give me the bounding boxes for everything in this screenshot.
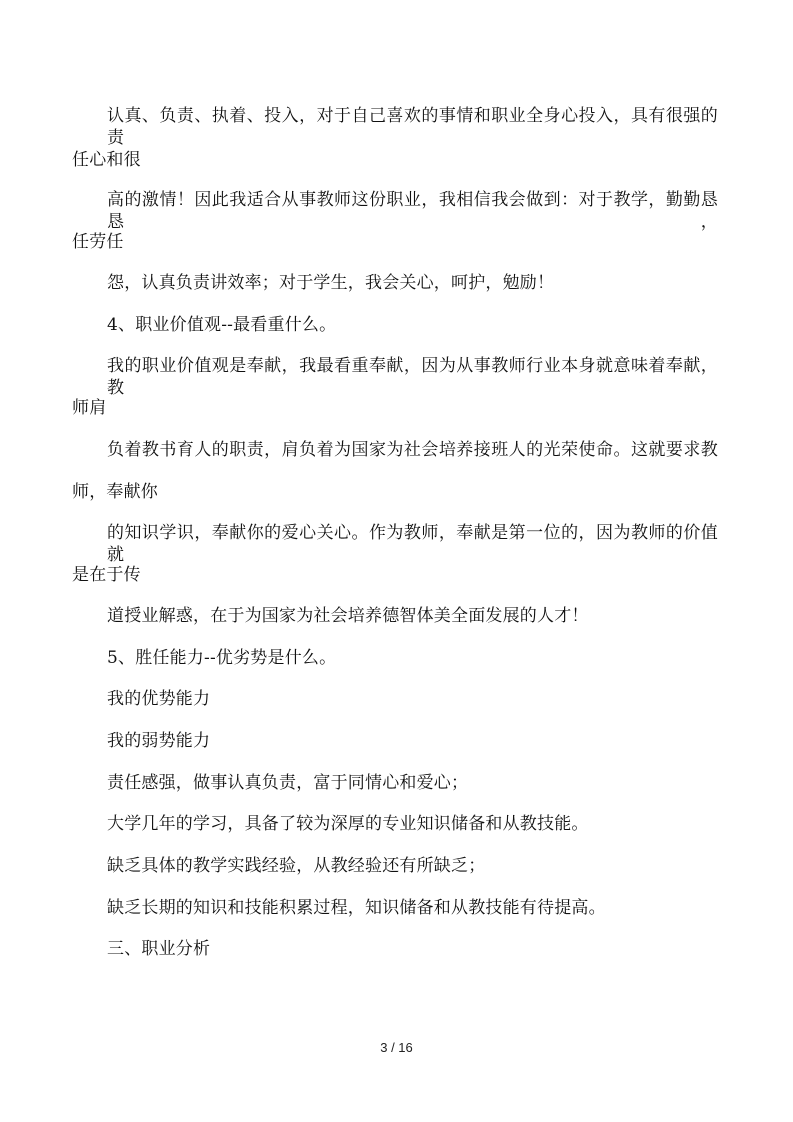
- paragraph-line: 任心和很: [72, 150, 141, 170]
- section-heading: 三、职业分析: [107, 939, 211, 959]
- page-number: 3 / 16: [380, 1040, 413, 1055]
- paragraph-line: 怨，认真负责讲效率；对于学生，我会关心，呵护，勉励！: [107, 273, 555, 293]
- paragraph-line: 师，奉献你: [72, 482, 158, 502]
- paragraph-line: 责任感强，做事认真负责，富于同情心和爱心；: [107, 773, 469, 793]
- paragraph-line: 师肩: [72, 398, 107, 418]
- section-heading: 4、职业价值观--最看重什么。: [107, 315, 337, 335]
- paragraph-line: 任劳任: [72, 232, 124, 252]
- paragraph-line: 的知识学识，奉献你的爱心关心。作为教师，奉献是第一位的，因为教师的价值就: [107, 523, 718, 565]
- paragraph-line: 我的弱势能力: [107, 731, 211, 751]
- section-heading: 5、胜任能力--优劣势是什么。: [107, 648, 337, 668]
- paragraph-line: 我的职业价值观是奉献，我最看重奉献，因为从事教师行业本身就意味着奉献，教: [107, 356, 718, 398]
- paragraph-line: 我的优势能力: [107, 689, 211, 709]
- paragraph-line: 是在于传: [72, 565, 141, 585]
- paragraph-line: 缺乏长期的知识和技能积累过程，知识储备和从教技能有待提高。: [107, 898, 606, 918]
- paragraph-line: 道授业解惑，在于为国家为社会培养德智体美全面发展的人才！: [107, 606, 589, 626]
- paragraph-line: 大学几年的学习，具备了较为深厚的专业知识储备和从教技能。: [107, 814, 589, 834]
- paragraph-line: 高的激情！因此我适合从事教师这份职业，我相信我会做到：对于教学，勤勤恳恳，: [107, 190, 718, 232]
- paragraph-line: 缺乏具体的教学实践经验，从教经验还有所缺乏；: [107, 856, 486, 876]
- paragraph-line: 负着教书育人的职责，肩负着为国家为社会培养接班人的光荣使命。这就要求教: [107, 440, 718, 460]
- paragraph-line: 认真、负责、执着、投入，对于自己喜欢的事情和职业全身心投入，具有很强的责: [107, 106, 718, 148]
